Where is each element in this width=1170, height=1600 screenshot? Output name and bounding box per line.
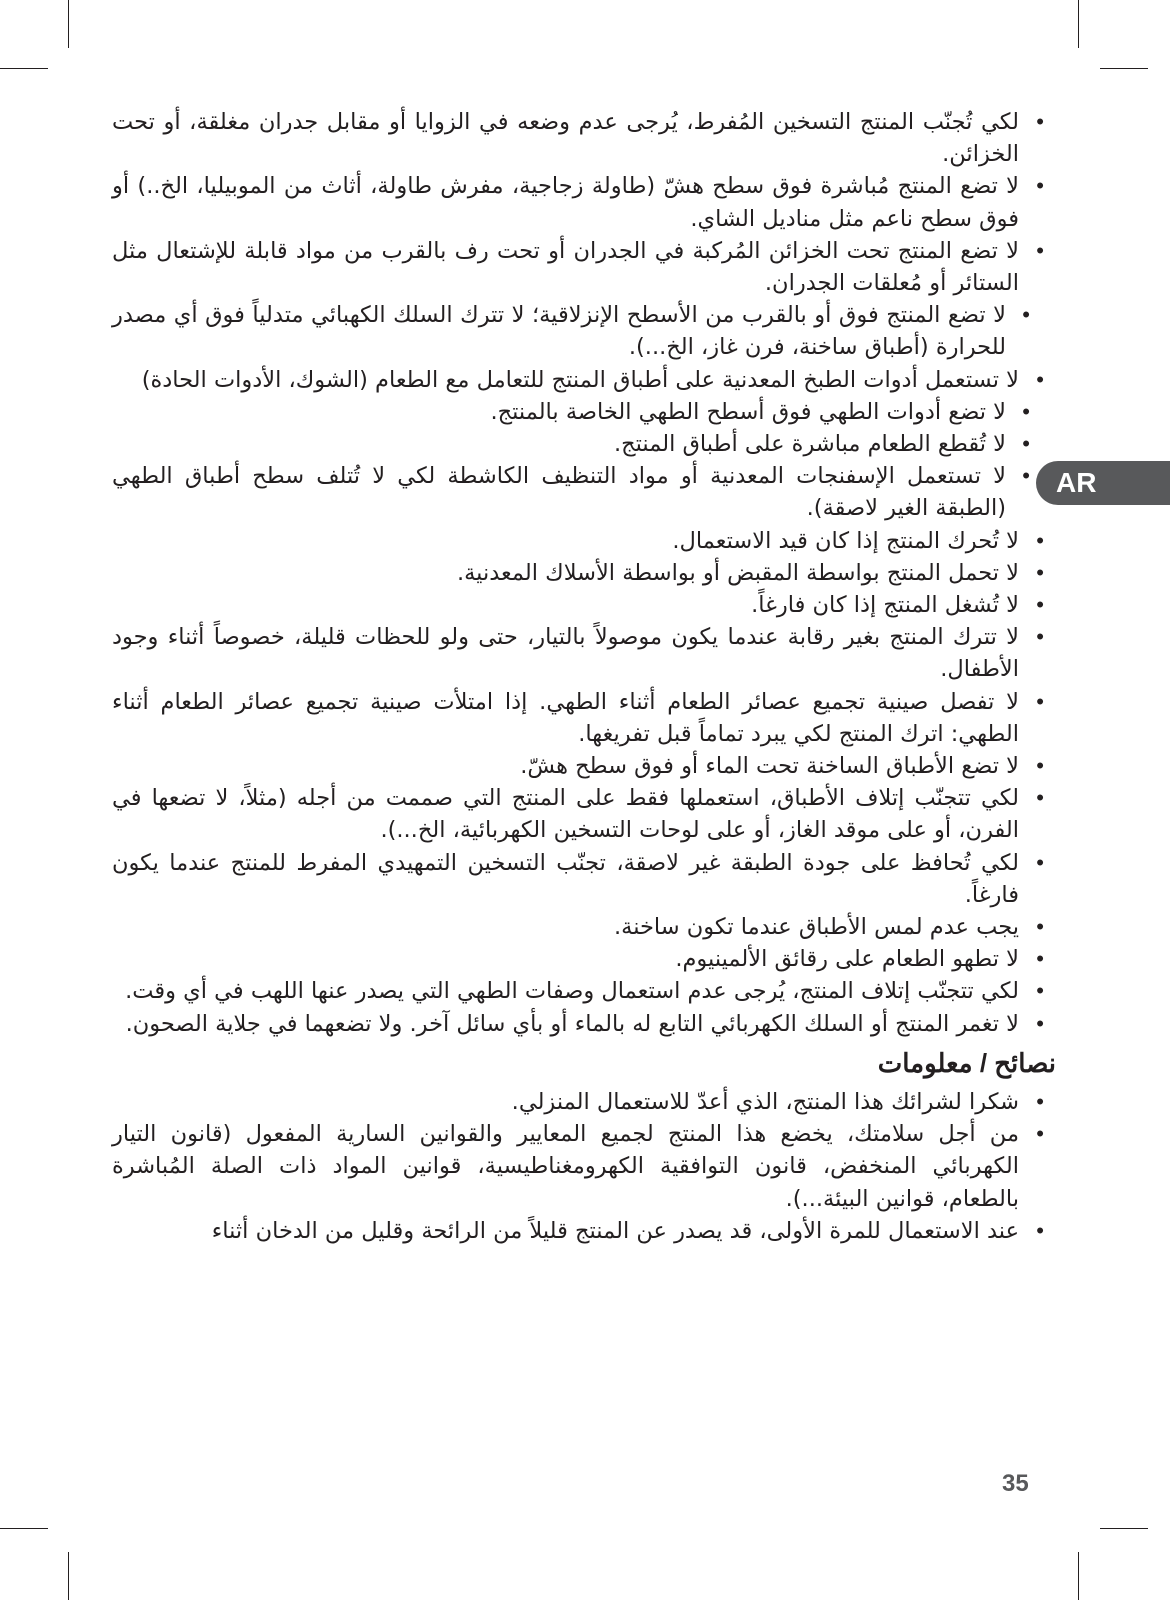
crop-mark-top-right	[1078, 0, 1079, 48]
list-item: • لا تضع الأطباق الساخنة تحت الماء أو فوق سطح هشّ.	[112, 750, 1056, 782]
list-item: • لا تضع المنتج مُباشرة فوق سطح هشّ (طاولة زجاجية، مفرش طاولة، أثاث من الموبيليا، الخ..) أو فوق سطح ناعم مثل مناديل الشاي.	[112, 170, 1056, 234]
list-item: • لا تستعمل أدوات الطبخ المعدنية على أطباق المنتج للتعامل مع الطعام (الشوك، الأدوات الحادة)	[112, 364, 1056, 396]
list-item: • لكي تتجنّب إتلاف الأطباق، استعملها فقط على المنتج التي صممت من أجله (مثلاً، لا تضعها في الفرن، أو على موقد الغاز، أو على لوحات التسخين الكهربائية، الخ...).	[112, 782, 1056, 846]
list-item: • لا تُحرك المنتج إذا كان قيد الاستعمال.	[112, 525, 1056, 557]
list-item: • لا تفصل صينية تجميع عصائر الطعام أثناء الطهي. إذا امتلأت صينية تجميع عصائر الطعام أثناء الطهي: اترك المنتج لكي يبرد تماماً قبل تفريغها.	[112, 686, 1056, 750]
page-content	[112, 106, 1056, 1247]
list-item: • من أجل سلامتك، يخضع هذا المنتج لجميع المعايير والقوانين السارية المفعول (قانون التيار الكهربائي المنخفض، قانون التوافقية الكهرومغناطيسية، قوانين المواد ذات الصلة المُباشرة بالطعام، قوانين البيئة...).	[112, 1118, 1056, 1215]
page-number: 35	[1002, 1470, 1029, 1497]
crop-mark-bottom-left	[68, 1552, 69, 1600]
crop-mark-bottom-right-h	[1100, 1528, 1148, 1529]
list-item: • لا تحمل المنتج بواسطة المقبض أو بواسطة الأسلاك المعدنية.	[112, 557, 1056, 589]
list-item: • لا تطهو الطعام على رقائق الألمينيوم.	[112, 943, 1056, 975]
crop-mark-top-right-h	[1100, 68, 1148, 69]
crop-mark-bottom-right	[1078, 1552, 1079, 1600]
list-item: • شكرا لشرائك هذا المنتج، الذي أعدّ للاستعمال المنزلي.	[112, 1086, 1056, 1118]
list-item: • لكي تُحافظ على جودة الطبقة غير لاصقة، تجنّب التسخين التمهيدي المفرط للمنتج عندما يكون فارغاً.	[112, 847, 1056, 911]
list-item: • لا تغمر المنتج أو السلك الكهربائي التابع له بالماء أو بأي سائل آخر. ولا تضعهما في جلاية الصحون.	[112, 1008, 1056, 1040]
list-item: • لا تُقطع الطعام مباشرة على أطباق المنتج.	[112, 428, 1056, 460]
list-item: • لكي تتجنّب إتلاف المنتج، يُرجى عدم استعمال وصفات الطهي التي يصدر عنها اللهب في أي وقت.	[112, 975, 1056, 1007]
list-item: • عند الاستعمال للمرة الأولى، قد يصدر عن المنتج قليلاً من الرائحة وقليل من الدخان أثناء	[112, 1215, 1056, 1247]
language-tab: AR	[1036, 461, 1170, 505]
list-item: • لا تترك المنتج بغير رقابة عندما يكون موصولاً بالتيار، حتى ولو للحظات قليلة، خصوصاً أثناء وجود الأطفال.	[112, 621, 1056, 685]
crop-mark-top-left-h	[0, 68, 48, 69]
info-list	[112, 1086, 1056, 1247]
safety-list	[112, 106, 1056, 1040]
list-item: • لكي تُجنّب المنتج التسخين المُفرط، يُرجى عدم وضعه في الزوايا أو مقابل جدران مغلقة، أو تحت الخزائن.	[112, 106, 1056, 170]
section-title: نصائح / معلومات	[877, 1047, 1056, 1078]
list-item: • لا تُشغل المنتج إذا كان فارغاً.	[112, 589, 1056, 621]
list-item: • لا تضع المنتج تحت الخزائن المُركبة في الجدران أو تحت رف بالقرب من مواد قابلة للإشتعال مثل الستائر أو مُعلقات الجدران.	[112, 235, 1056, 299]
list-item: • لا تضع المنتج فوق أو بالقرب من الأسطح الإنزلاقية؛ لا تترك السلك الكهبائي متدلياً فوق أي مصدر للحرارة (أطباق ساخنة، فرن غاز، الخ...).	[112, 299, 1056, 363]
list-item: • لا تستعمل الإسفنجات المعدنية أو مواد التنظيف الكاشطة لكي لا تُتلف سطح أطباق الطهي (الطبقة الغير لاصقة).	[112, 460, 1056, 524]
crop-mark-top-left	[68, 0, 69, 48]
list-item: • يجب عدم لمس الأطباق عندما تكون ساخنة.	[112, 911, 1056, 943]
list-item: • لا تضع أدوات الطهي فوق أسطح الطهي الخاصة بالمنتج.	[112, 396, 1056, 428]
crop-mark-bottom-left-h	[0, 1528, 48, 1529]
